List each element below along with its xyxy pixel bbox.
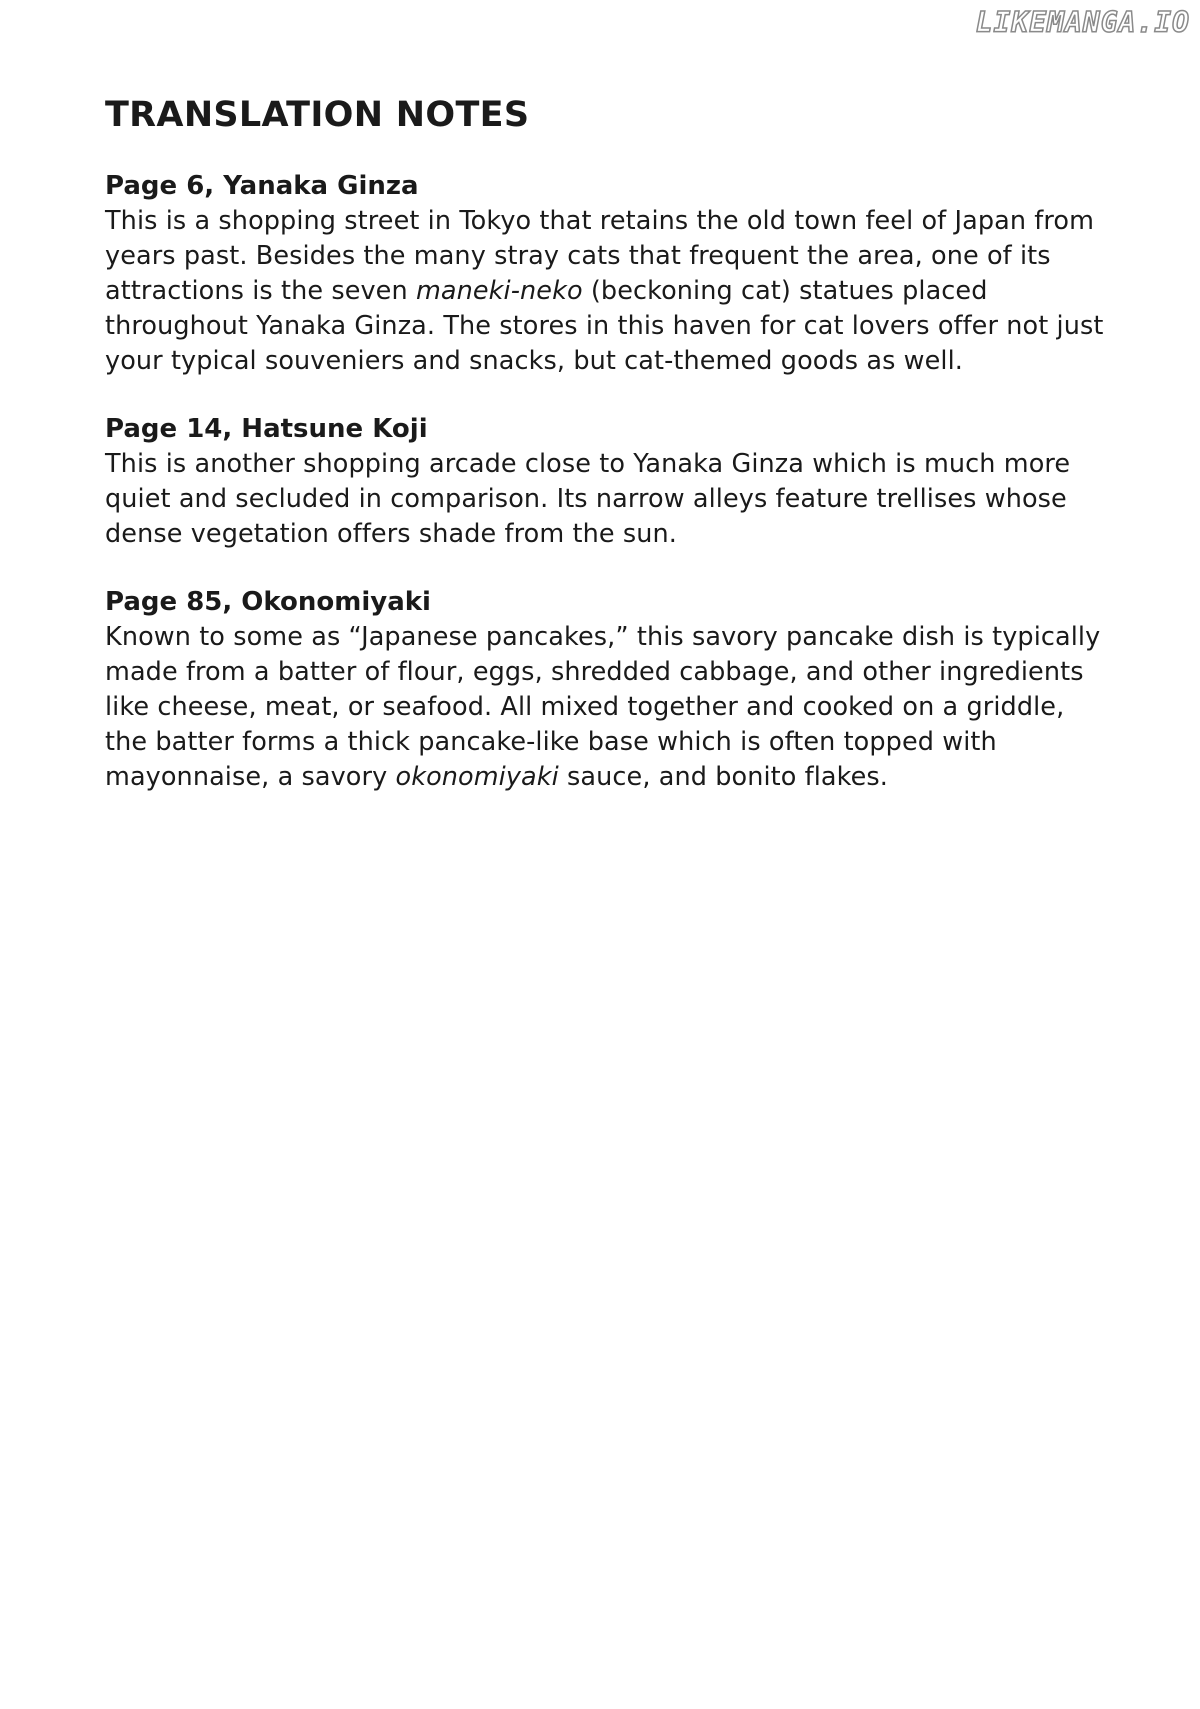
note-body-text: sauce, and bonito flakes. <box>558 761 888 792</box>
page-title: TRANSLATION NOTES <box>105 95 530 135</box>
note-hatsune-koji <box>105 412 1105 552</box>
site-watermark: LIKEMANGA.IO <box>975 6 1190 39</box>
note-heading: Page 85, Okonomiyaki <box>105 586 431 617</box>
note-okonomiyaki <box>105 585 1105 795</box>
note-body-text: (beckoning cat) statues placed throughout Yanaka Ginza. The stores in this haven for cat lovers offer not just your typical souveniers and snacks, but cat-themed goods as well. <box>105 275 1104 376</box>
note-yanaka-ginza <box>105 169 1105 379</box>
note-body-text: This is a shopping street in Tokyo that retains the old town feel of Japan from years past. Besides the many stray cats that frequent the area, one of its attractions is the seven <box>105 205 1095 306</box>
note-heading: Page 6, Yanaka Ginza <box>105 170 419 201</box>
note-body <box>105 204 1105 379</box>
note-body: This is another shopping arcade close to Yanaka Ginza which is much more quiet and secluded in comparison. Its narrow alleys feature trellises whose dense vegetation offers shade from the sun. <box>105 448 1071 549</box>
note-body-italic-term: maneki-neko <box>415 275 583 306</box>
translation-notes-section <box>105 96 1105 828</box>
note-heading: Page 14, Hatsune Koji <box>105 413 428 444</box>
note-body <box>105 620 1105 795</box>
note-body-italic-term: okonomiyaki <box>395 761 559 792</box>
note-body-text: Known to some as “Japanese pancakes,” this savory pancake dish is typically made from a batter of flour, eggs, shredded cabbage, and other ingredients like cheese, meat, or seafood. All mixed together and cooked on a griddle, the batter forms a thick pancake-like base which is often topped with mayonnaise, a savory <box>105 621 1101 792</box>
